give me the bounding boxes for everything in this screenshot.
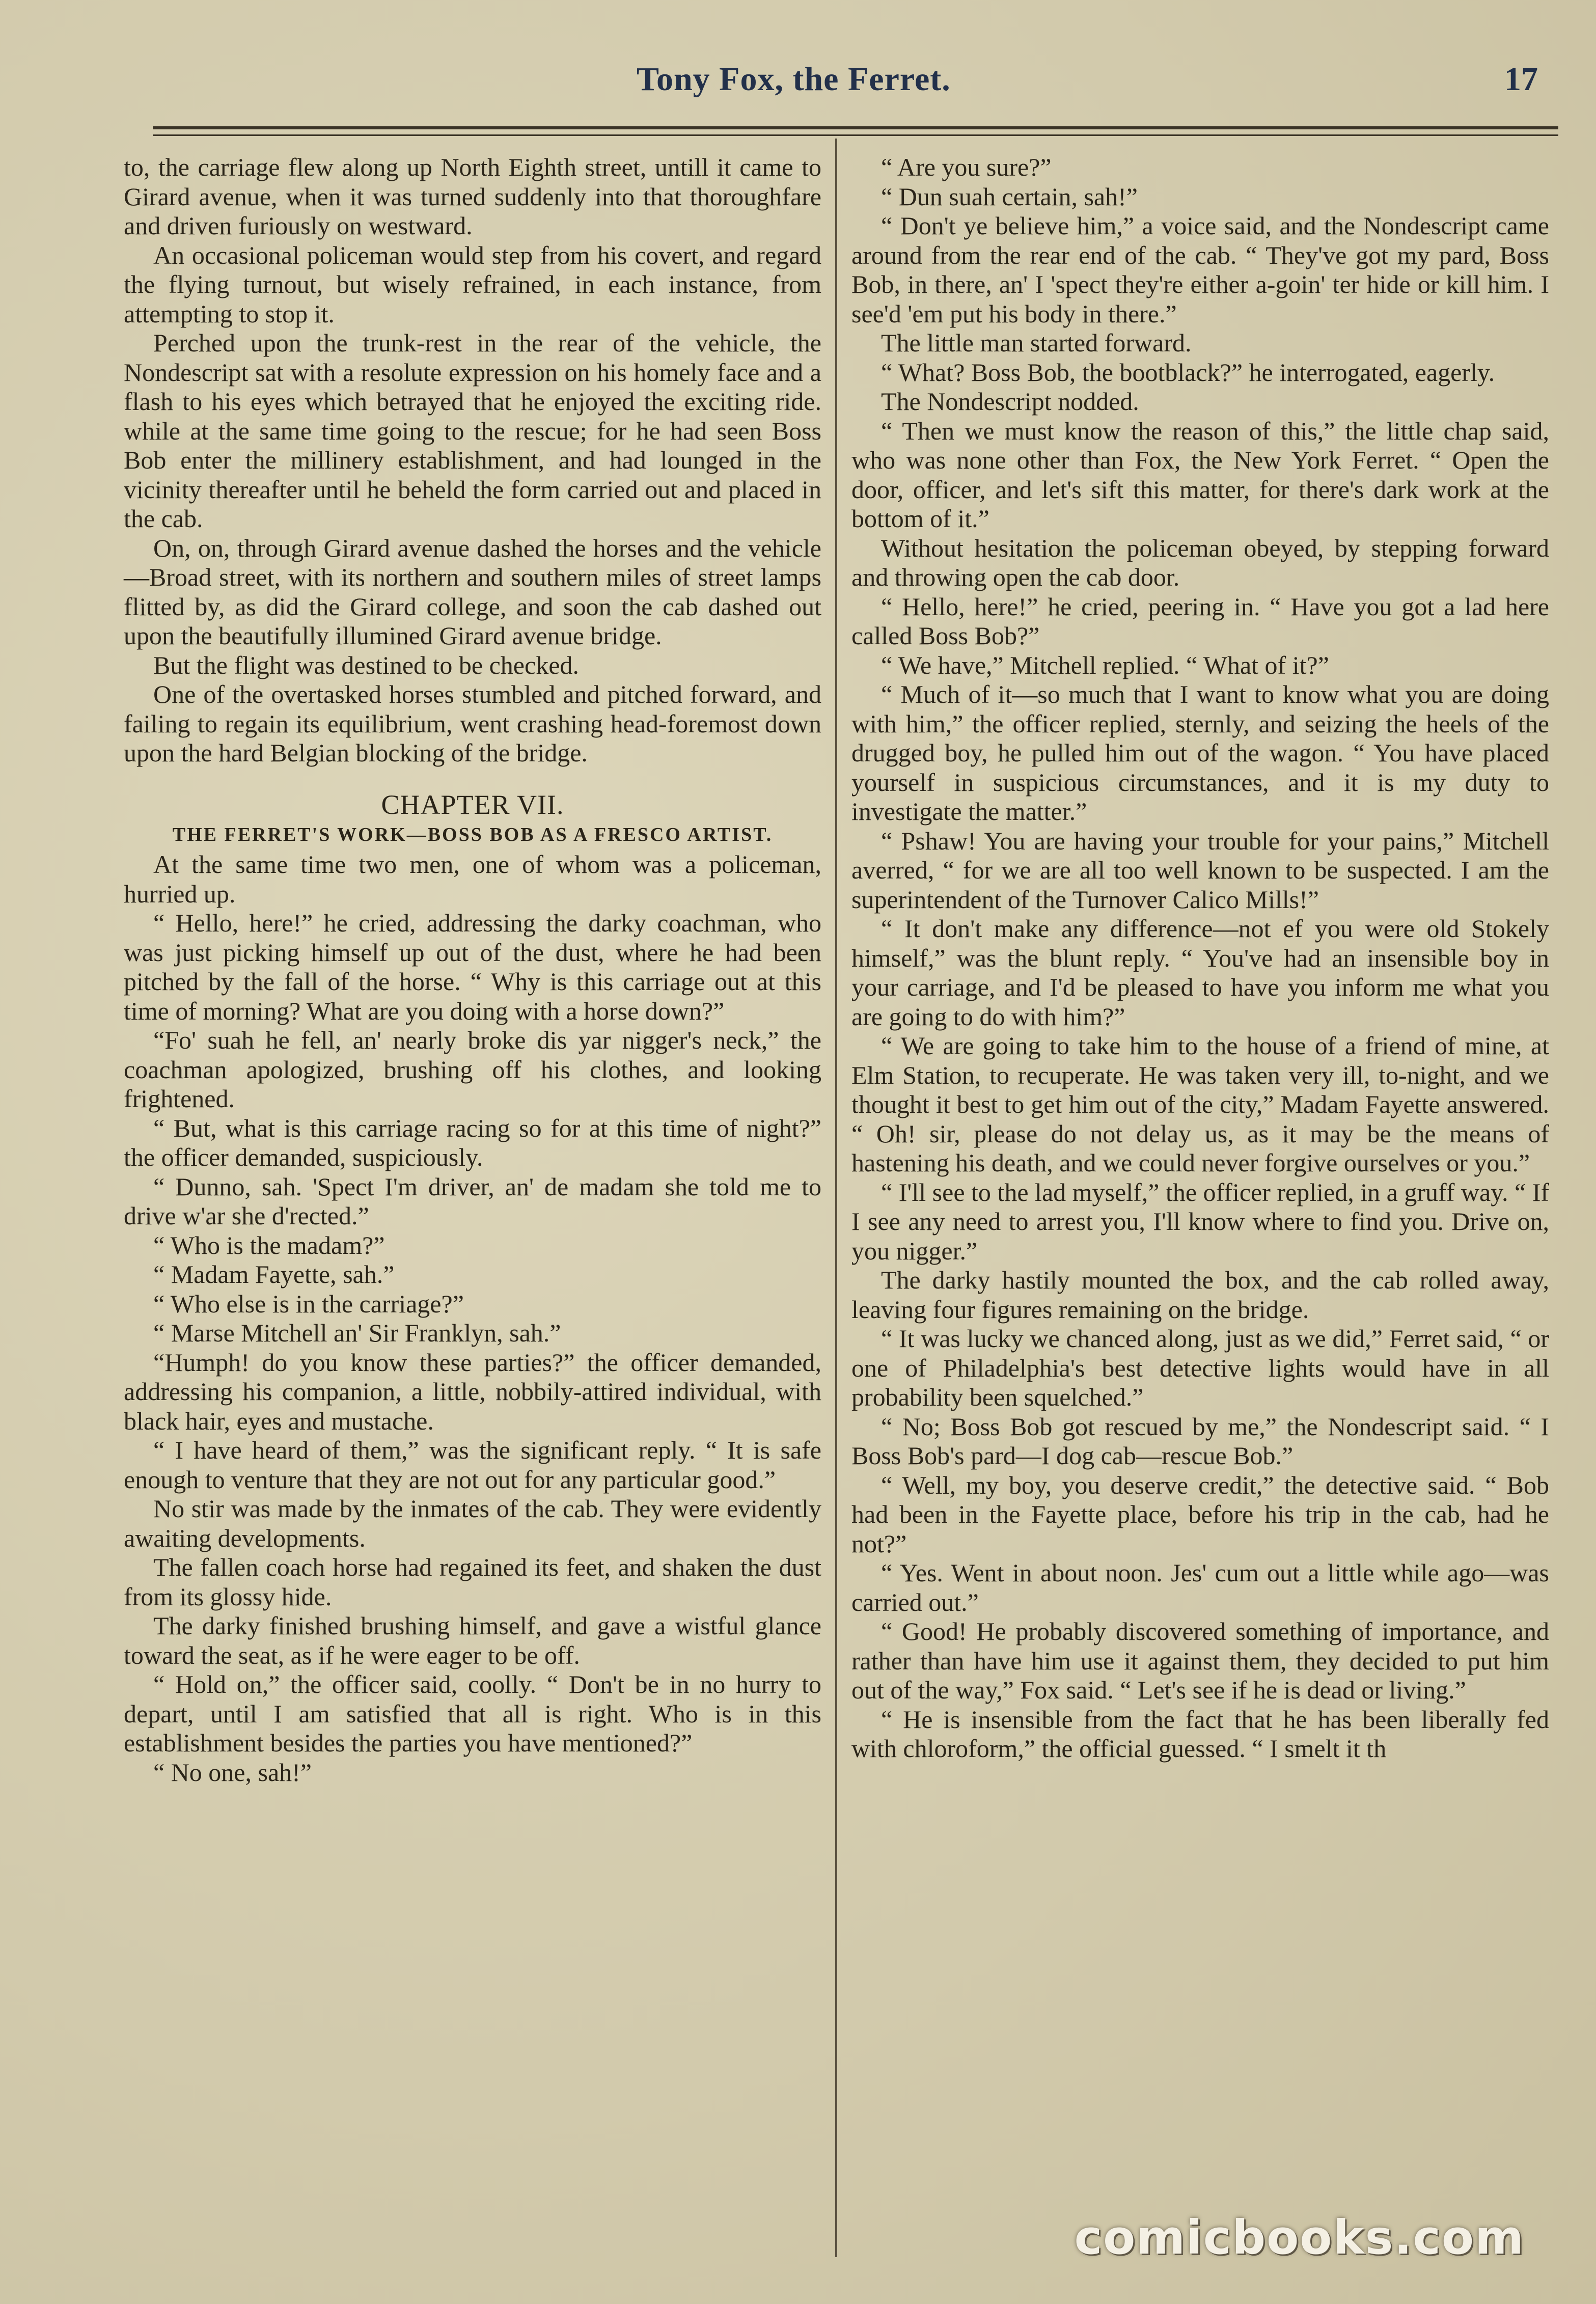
paragraph: “ Marse Mitchell an' Sir Franklyn, sah.” <box>153 1319 561 1347</box>
paragraph: The little man started forward. <box>881 328 1192 357</box>
column-divider <box>835 139 837 2257</box>
running-title: Tony Fox, the Ferret. <box>637 61 951 98</box>
paragraph: “ Yes. Went in about noon. Jes' cum out a little while ago—was carried out.” <box>851 1558 1549 1616</box>
paragraph: On, on, through Girard avenue dashed the horses and the vehicle—Broad street, with its northern and southern miles of street lamps flitted by, as did the Girard college, and soon the cab dashed out upon the beautifully illumined Girard avenue bridge. <box>124 533 821 650</box>
header-rule <box>153 126 1558 136</box>
paragraph: “ No one, sah!” <box>153 1758 312 1787</box>
paragraph: “ No; Boss Bob got rescued by me,” the Nondescript said. “ I Boss Bob's pard—I dog cab—rescue Bob.” <box>851 1412 1549 1470</box>
paragraph: “ Hello, here!” he cried, addressing the darky coachman, who was just picking himself up out of the dust, where he had been pitched by the fall of the horse. “ Why is this carriage out at this time of morning? What are you doing with a horse down?” <box>124 909 821 1025</box>
paragraph: “Humph! do you know these parties?” the officer demanded, addressing his companion, a little, nobbily-attired individual, with black hair, eyes and mustache. <box>124 1348 821 1435</box>
paragraph: One of the overtasked horses stumbled and pitched forward, and failing to regain its equilibrium, went crashing head-foremost down upon the hard Belgian blocking of the bridge. <box>124 680 821 767</box>
paragraph: “ He is insensible from the fact that he has been liberally fed with chloroform,” the official guessed. “ I smelt it th <box>851 1705 1549 1763</box>
page-header <box>153 60 1558 111</box>
paragraph: “ It was lucky we chanced along, just as we did,” Ferret said, “ or one of Philadelphia's best detective lights would have in all probability been squelched.” <box>851 1324 1549 1411</box>
paragraph: “ Don't ye believe him,” a voice said, and the Nondescript came around from the rear end of the cab. “ They've got my pard, Boss Bob, in there, an' I 'spect they're either a-goin' ter hide or kill him. I see'd 'em put his body in there.” <box>851 211 1549 328</box>
paragraph: The fallen coach horse had regained its feet, and shaken the dust from its glossy hide. <box>124 1553 821 1611</box>
right-column <box>851 153 1549 1764</box>
paragraph: “ Good! He probably discovered something of importance, and rather than have him use it against them, they decided to put him out of the way,” Fox said. “ Let's see if he is dead or living.” <box>851 1617 1549 1704</box>
paragraph: “ I'll see to the lad myself,” the officer replied, in a gruff way. “ If I see any need to arrest you, I'll know where to find you. Drive on, you nigger.” <box>851 1177 1549 1265</box>
watermark: comicbooks.com <box>1074 2210 1525 2265</box>
left-column <box>124 153 821 1787</box>
paragraph: “Fo' suah he fell, an' nearly broke dis yar nigger's neck,” the coachman apologized, brushing off his clothes, and looking frightened. <box>124 1026 821 1113</box>
paragraph: “ But, what is this carriage racing so for at this time of night?” the officer demanded, suspiciously. <box>124 1113 821 1171</box>
paragraph: At the same time two men, one of whom was a policeman, hurried up. <box>124 850 821 908</box>
paragraph: “ Then we must know the reason of this,” the little chap said, who was none other than Fox, the New York Ferret. “ Open the door, officer, and let's sift this matter, for there's dark work at the bottom of it.” <box>851 416 1549 533</box>
paragraph: The darky hastily mounted the box, and the cab rolled away, leaving four figures remaining on the bridge. <box>851 1266 1549 1324</box>
paragraph: “ Dunno, sah. 'Spect I'm driver, an' de madam she told me to drive w'ar she d'rected.” <box>124 1172 821 1230</box>
paragraph: “ We are going to take him to the house of a friend of mine, at Elm Station, to recuperate. He was taken very ill, to-night, and we thought it best to get him out of the city,” Madam Fayette answered. “ Oh! sir, please do not delay us, as it may be the means of hastening his death, and we could never forgive ourselves or you.” <box>851 1031 1549 1177</box>
paragraph: The darky finished brushing himself, and gave a wistful glance toward the seat, as if he were eager to be off. <box>124 1611 821 1669</box>
paragraph: “ Who else is in the carriage?” <box>153 1289 464 1318</box>
paragraph: “ Who is the madam?” <box>153 1230 385 1259</box>
paragraph: “ I have heard of them,” was the significant reply. “ It is safe enough to venture that they are not out for any particular good.” <box>124 1436 821 1494</box>
paragraph: to, the carriage flew along up North Eighth street, untill it came to Girard avenue, when it was turned suddenly into that thoroughfare and driven furiously on westward. <box>124 153 821 240</box>
paragraph: “ It don't make any difference—not ef you were old Stokely himself,” was the blunt reply. “ You've had an insensible boy in your carriage, and I'd be pleased to have you inform me what you are going to do with him?” <box>851 914 1549 1031</box>
paragraph: Perched upon the trunk-rest in the rear of the vehicle, the Nondescript sat with a resolute expression on his homely face and a flash to his eyes which betrayed that he enjoyed the exciting ride. while at the same time going to the rescue; for he had seen Boss Bob enter the millinery establishment, and had lounged in the vicinity thereafter until he beheld the form carried out and placed in the cab. <box>124 328 821 533</box>
chapter-subtitle: THE FERRET'S WORK—BOSS BOB AS A FRESCO ARTIST. <box>172 824 773 845</box>
paragraph: “ We have,” Mitchell replied. “ What of it?” <box>881 650 1329 679</box>
paragraph: “ Madam Fayette, sah.” <box>153 1260 395 1288</box>
paragraph: “ Much of it—so much that I want to know what you are doing with him,” the officer replied, sternly, and seizing the heels of the drugged boy, he pulled him out of the wagon. “ You have placed yourself in suspicious circumstances, and it is my duty to investigate the matter.” <box>851 680 1549 826</box>
paragraph: “ Well, my boy, you deserve credit,” the detective said. “ Bob had been in the Fayette place, before his trip in the cab, had he not?” <box>851 1470 1549 1558</box>
paragraph: But the flight was destined to be checked. <box>153 650 579 679</box>
paragraph: “ Hold on,” the officer said, coolly. “ Don't be in no hurry to depart, until I am satisfied that all is right. Who is in this establishment besides the parties you have mentioned?” <box>124 1670 821 1757</box>
paragraph: “ Pshaw! You are having your trouble for your pains,” Mitchell averred, “ for we are all too well known to be suspected. I am the superintendent of the Turnover Calico Mills!” <box>851 826 1549 914</box>
paragraph: “ Dun suah certain, sah!” <box>881 182 1138 211</box>
paragraph: “ Hello, here!” he cried, peering in. “ Have you got a lad here called Boss Bob?” <box>851 592 1549 650</box>
page-number: 17 <box>1504 61 1538 98</box>
paragraph: No stir was made by the inmates of the cab. They were evidently awaiting developments. <box>124 1494 821 1552</box>
paragraph: “ Are you sure?” <box>881 153 1052 181</box>
paragraph: Without hesitation the policeman obeyed, by stepping forward and throwing open the cab door. <box>851 533 1549 591</box>
chapter-title: CHAPTER VII. <box>381 789 564 820</box>
paragraph: “ What? Boss Bob, the bootblack?” he interrogated, eagerly. <box>881 358 1495 387</box>
paragraph: An occasional policeman would step from his covert, and regard the flying turnout, but wisely refrained, in each instance, from attempting to stop it. <box>124 240 821 328</box>
paragraph: The Nondescript nodded. <box>881 387 1139 416</box>
